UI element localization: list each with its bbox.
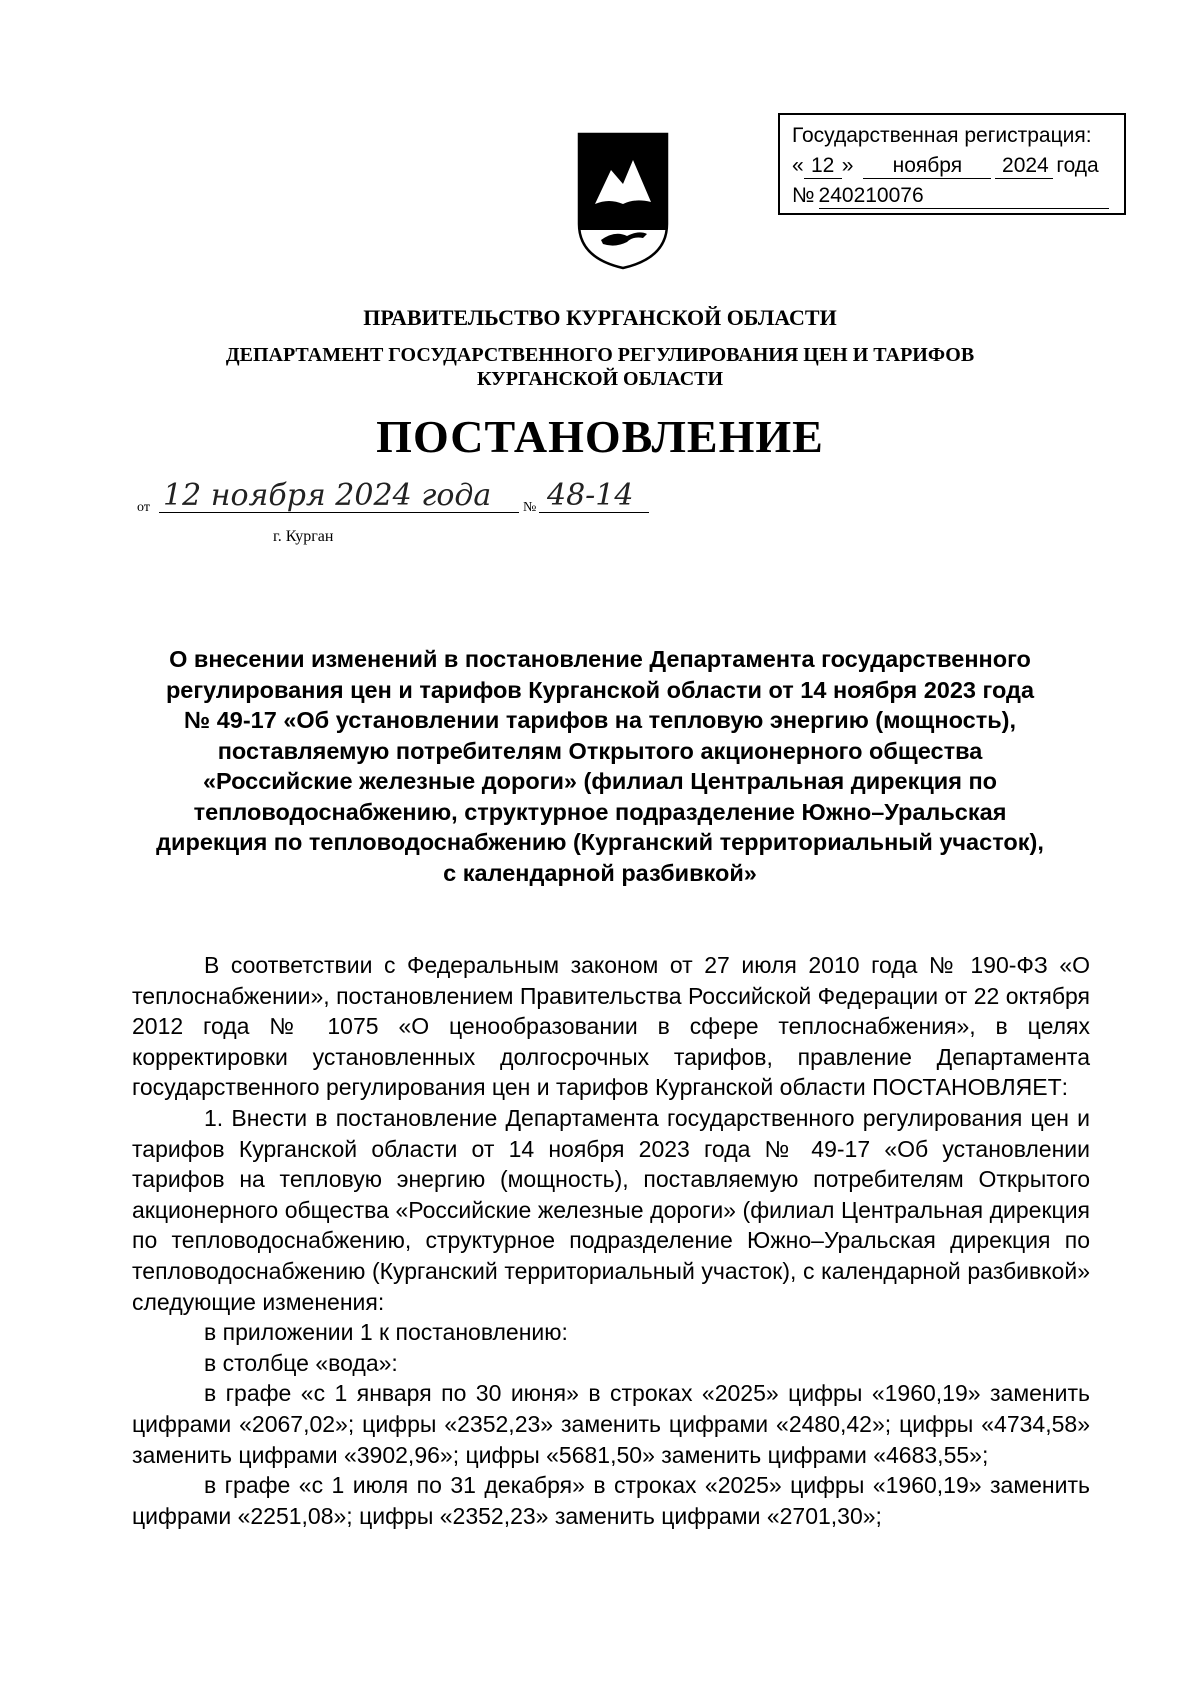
department-heading-line2: КУРГАНСКОЙ ОБЛАСТИ	[476, 368, 724, 390]
department-heading-line1: ДЕПАРТАМЕНТ ГОСУДАРСТВЕННОГО РЕГУЛИРОВАНИЯ ЦЕН И ТАРИФОВ	[225, 344, 975, 366]
title-line: тепловодоснабжению, структурное подразделение Южно–Уральская	[193, 798, 1007, 825]
document-title	[100, 644, 1100, 888]
body-paragraph-appendix: в приложении 1 к постановлению:	[204, 1319, 568, 1346]
registration-number-row	[792, 181, 1114, 211]
body-paragraph-jan-jun: в графе «с 1 января по 30 июня» в строках «2025» цифры «1960,19» заменить цифрами «2067,02»; цифры «2352,23» заменить цифрами «2480,42»; цифры «4734,58» заменить цифрами «3902,96»; цифры «5681,50» заменить цифрами «4683,55»;	[132, 1380, 1090, 1468]
date-from-label: от	[137, 500, 150, 515]
document-body	[132, 950, 1090, 1531]
title-line: О внесении изменений в постановление Департамента государственного	[169, 646, 1031, 672]
title-line: № 49-17 «Об установлении тарифов на тепловую энергию (мощность),	[183, 707, 1017, 733]
document-number-label: №	[523, 500, 537, 515]
city-label: г. Курган	[273, 528, 334, 545]
coat-of-arms-emblem	[575, 132, 671, 270]
body-paragraph-jul-dec: в графе «с 1 июля по 31 декабря» в строках «2025» цифры «1960,19» заменить цифрами «2251,08»; цифры «2352,23» заменить цифрами «2701,30»;	[132, 1472, 1090, 1529]
registration-day: 12	[804, 154, 842, 179]
title-line: «Российские железные дороги» (филиал Центральная дирекция по	[202, 768, 998, 794]
body-paragraph-preamble: В соответствии с Федеральным законом от 27 июля 2010 года № 190-ФЗ «О теплоснабжении», постановлением Правительства Российской Федерации от 22 октября 2012 года № 1075 «О ценообразовании в сфере теплоснабжения», в целях корректировки установленных долгосрочных тарифов, правление Департамента государственного регулирования цен и тарифов Курганской области ПОСТАНОВЛЯЕТ:	[132, 952, 1090, 1101]
registration-year-prefix: 20	[995, 154, 1025, 179]
registration-number: 240210076	[819, 184, 1109, 209]
handwritten-number: 48-14	[547, 478, 634, 513]
handwritten-date: 12 ноября 2024 года	[163, 478, 492, 513]
body-paragraph-item-1: 1. Внести в постановление Департамента государственного регулирования цен и тарифов Курганской области от 14 ноября 2023 года № 49-17 «Об установлении тарифов на тепловую энергию (мощность), поставляемую потребителям Открытого акционерного общества «Российские железные дороги» (филиал Центральная дирекция по тепловодоснабжению, структурное подразделение Южно–Уральская дирекция по тепловодоснабжению (Курганский территориальный участок), с календарной разбивкой» следующие изменения:	[132, 1104, 1090, 1315]
department-heading	[0, 343, 1200, 391]
government-heading: ПРАВИТЕЛЬСТВО КУРГАНСКОЙ ОБЛАСТИ	[363, 305, 837, 330]
registration-quote-close: »	[841, 154, 854, 177]
body-paragraph-column: в столбце «вода»:	[204, 1349, 398, 1376]
title-line: дирекция по тепловодоснабжению (Курганский территориальный участок),	[156, 829, 1044, 855]
title-line: поставляемую потребителям Открытого акционерного общества	[217, 737, 983, 764]
registration-number-label: №	[792, 184, 815, 207]
registration-title: Государственная регистрация:	[792, 124, 1092, 147]
state-registration-box	[778, 113, 1126, 215]
title-line: регулирования цен и тарифов Курганской области от 14 ноября 2023 года	[165, 676, 1035, 703]
registration-quote-open: «	[792, 154, 804, 177]
registration-date-row	[792, 151, 1114, 181]
document-type-heading: ПОСТАНОВЛЕНИЕ	[376, 411, 824, 462]
date-number-line	[137, 478, 657, 528]
registration-year-suffix: 24	[1025, 154, 1053, 179]
registration-month: ноября	[863, 154, 991, 179]
title-line: с календарной разбивкой»	[443, 859, 757, 886]
registration-year-word: года	[1056, 154, 1099, 177]
